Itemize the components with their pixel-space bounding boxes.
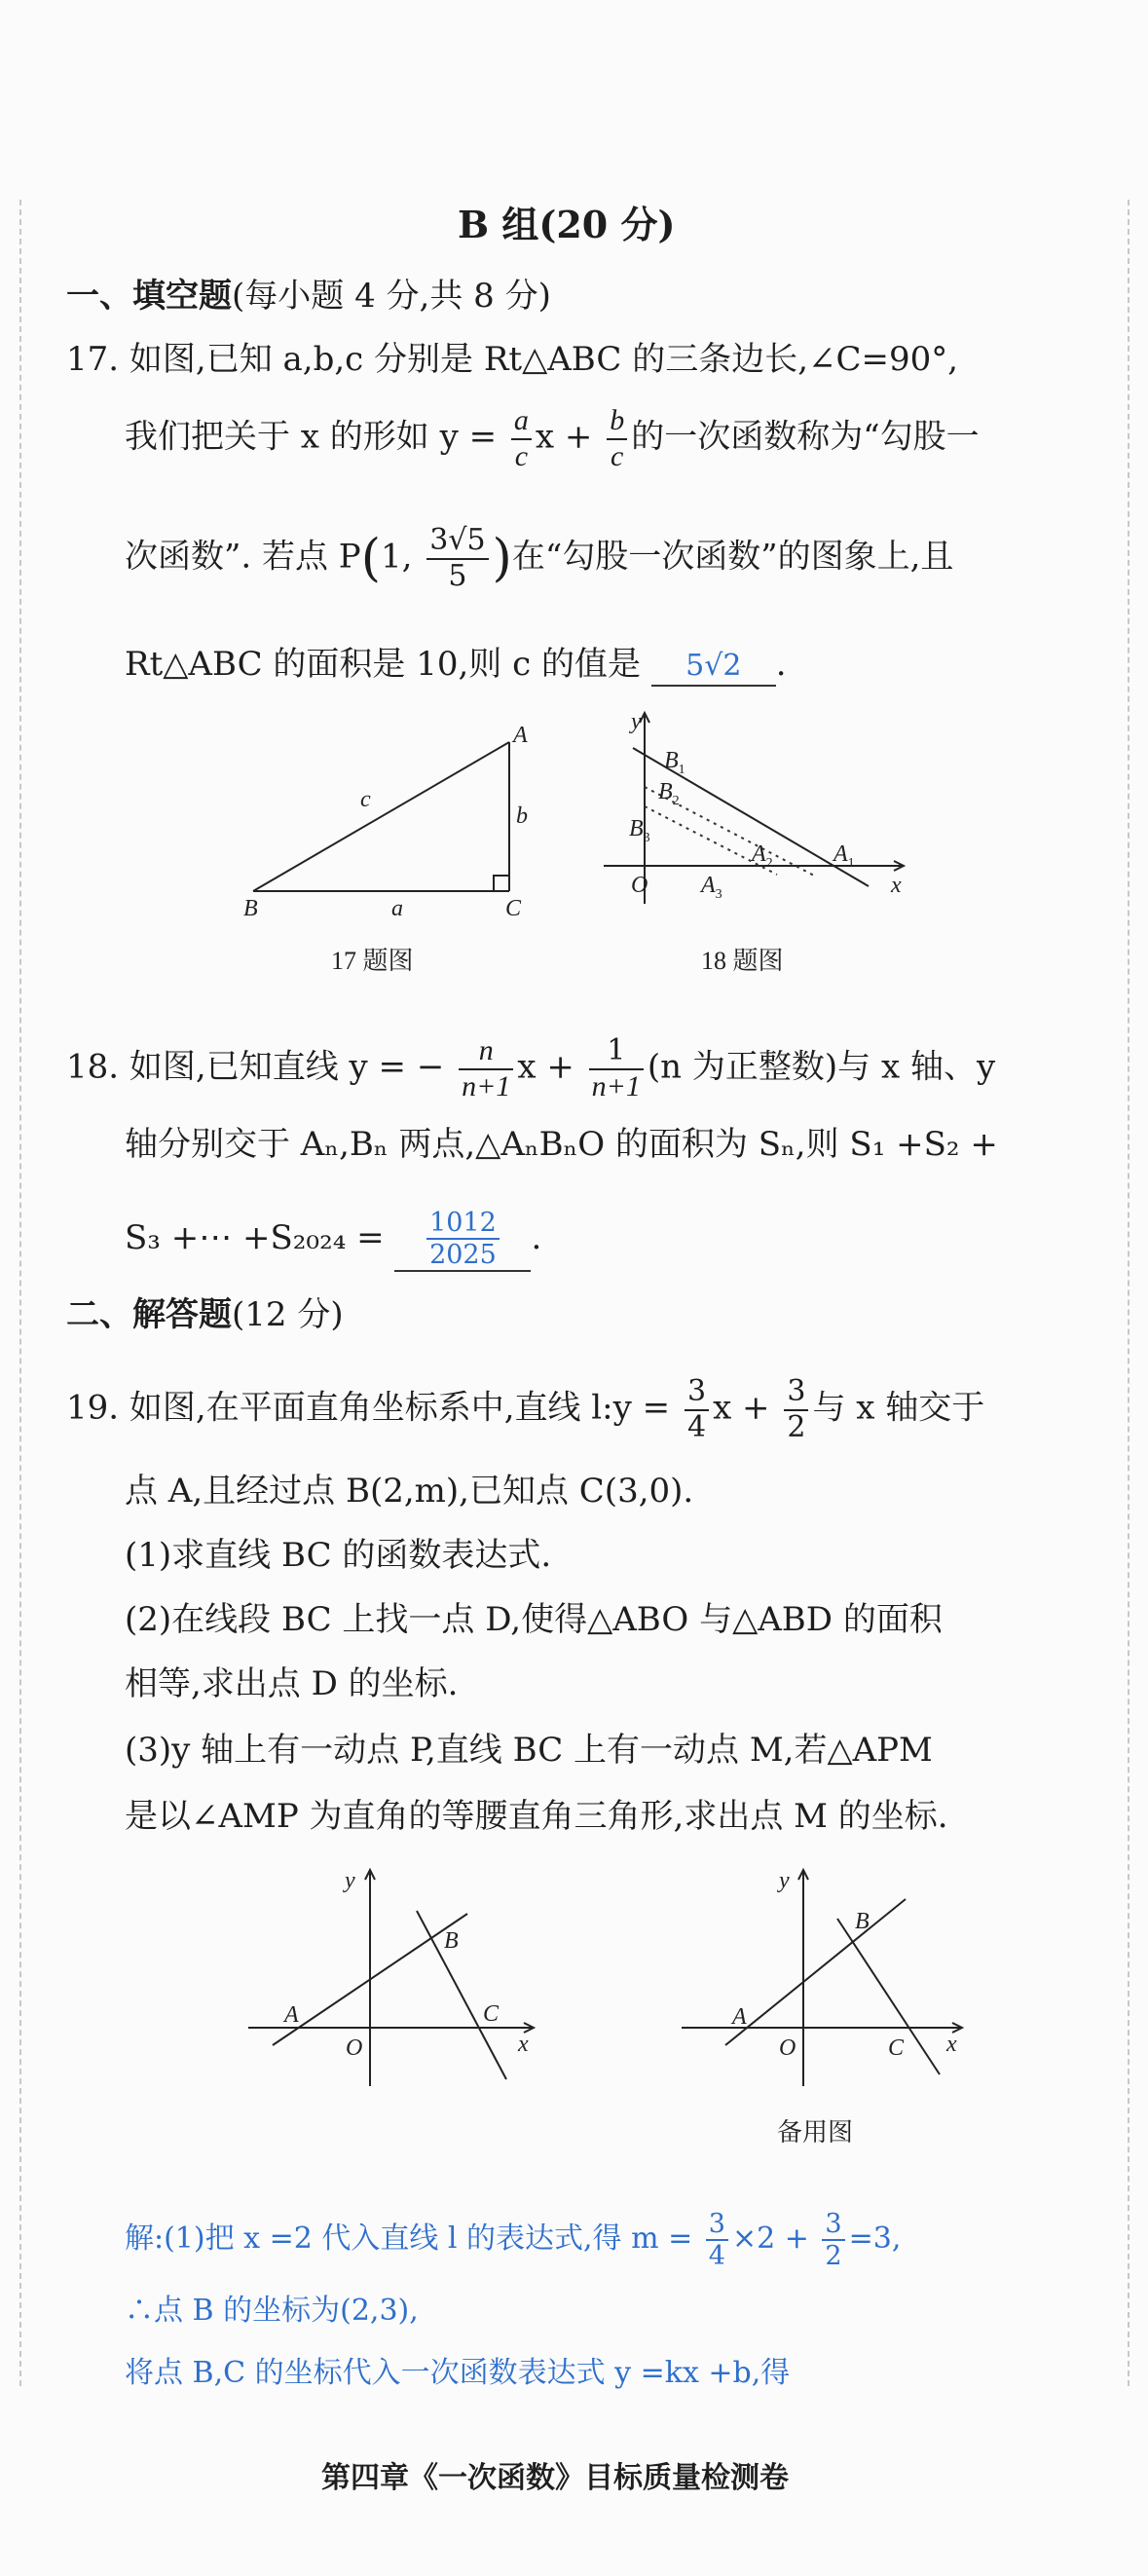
fig18-B1-letter: B xyxy=(664,748,679,773)
group-title: B 组(20 分) xyxy=(458,203,676,246)
q19-p2a: (2)在线段 BC 上找一点 D,使得△ABO 与△ABD 的面积 xyxy=(125,1600,943,1639)
q18-f2-den: n+1 xyxy=(591,1069,641,1102)
figure-17 xyxy=(224,721,555,984)
q18-line3 xyxy=(125,1208,541,1272)
q19-f2-den: 2 xyxy=(787,1409,806,1444)
q19-p3b: 是以∠AMP 为直角的等腰直角三角形,求出点 M 的坐标. xyxy=(125,1797,948,1836)
section1-heading xyxy=(66,277,551,316)
q17-fraction-b-over-c xyxy=(607,404,627,473)
fig18-A2-letter: A xyxy=(752,841,766,867)
q18-line1 xyxy=(66,1034,995,1103)
q17-line4 xyxy=(125,645,787,687)
fig18-B2-letter: B xyxy=(658,779,673,804)
q18-line2 xyxy=(125,1125,998,1164)
q19-number: 19. xyxy=(66,1388,120,1428)
q18-f1-num: n xyxy=(478,1034,494,1066)
q17-end: . xyxy=(775,645,787,684)
q17-text2b: 的一次函数称为“勾股一 xyxy=(631,417,980,457)
fig19a-label-B: B xyxy=(444,1928,459,1954)
fig19a-line-BC xyxy=(417,1911,506,2079)
q17-fraction-a-over-c xyxy=(511,404,532,473)
q17-f2-num: b xyxy=(610,404,625,436)
q19-f2-num: 3 xyxy=(784,1375,808,1411)
q17-f2-den: c xyxy=(611,439,624,472)
q18-mid: x + xyxy=(517,1047,574,1087)
q19-part1 xyxy=(125,1536,552,1575)
q17-py-den: 5 xyxy=(448,558,467,593)
solution-line3 xyxy=(125,2356,791,2390)
q17-line2 xyxy=(125,404,980,473)
solution-text2: ∴点 B 的坐标为(2,3), xyxy=(125,2294,419,2328)
fig19a-label-O: O xyxy=(346,2035,363,2061)
fig19b-label-x: x xyxy=(946,2032,957,2057)
fig19b-line-l xyxy=(725,1899,906,2045)
q18-answer-blank xyxy=(394,1208,531,1272)
section1-label: 一、填空题 xyxy=(66,277,232,316)
solution-f1-num: 3 xyxy=(706,2209,728,2241)
q17-text3b: 在“勾股一次函数”的图象上,且 xyxy=(511,537,954,577)
q17-text4: Rt△ABC 的面积是 10,则 c 的值是 xyxy=(125,645,641,684)
fig18-label-A1 xyxy=(832,841,855,871)
q19-line2 xyxy=(125,1472,694,1511)
fig19b-label-C: C xyxy=(888,2035,905,2061)
solution-text1b: =3, xyxy=(848,2221,902,2257)
q17-text2a: 我们把关于 x 的形如 y = xyxy=(125,417,498,457)
q17-answer: 5√2 xyxy=(651,652,776,687)
q19-p2b: 相等,求出点 D 的坐标. xyxy=(125,1664,459,1703)
fig19a-label-x: x xyxy=(518,2032,529,2057)
fig18-label-A2 xyxy=(750,841,773,871)
solution-f2-den: 2 xyxy=(825,2241,842,2272)
q19-part3a xyxy=(125,1731,933,1770)
solution-f2-num: 3 xyxy=(822,2209,844,2241)
fig18-label-x: x xyxy=(891,873,902,898)
q18-f1-den: n+1 xyxy=(462,1069,511,1102)
q17-f1-num: a xyxy=(513,404,529,436)
section1-note: (每小题 4 分,共 8 分) xyxy=(232,277,551,316)
q18-answer-den: 2025 xyxy=(429,1240,497,1271)
q19-fraction-2 xyxy=(784,1375,808,1444)
page-footer: 第四章《一次函数》目标质量检测卷 xyxy=(321,2461,789,2495)
fig18-label-B1 xyxy=(664,748,685,777)
fig18-label-O: O xyxy=(631,873,648,898)
fig18-label-y: y xyxy=(631,709,642,734)
q19-line1 xyxy=(66,1375,984,1444)
figure-19-backup xyxy=(672,1860,983,2152)
q19-p3a: (3)y 轴上有一动点 P,直线 BC 上有一动点 M,若△APM xyxy=(125,1731,933,1770)
q19-p1: (1)求直线 BC 的函数表达式. xyxy=(125,1536,552,1575)
fig19b-label-A: A xyxy=(732,2004,747,2030)
fig19a-label-A: A xyxy=(284,2002,299,2028)
fig18-A1-letter: A xyxy=(833,841,848,867)
fig19a-label-y: y xyxy=(345,1868,355,1893)
q18-text1a: 如图,已知直线 y = − xyxy=(129,1047,445,1087)
right-margin-line xyxy=(1128,200,1129,2386)
fig18-B2-sub: 2 xyxy=(672,794,680,808)
left-margin-line xyxy=(19,200,21,2386)
fig17-caption: 17 题图 xyxy=(331,947,414,975)
q19-text1b: 与 x 轴交于 xyxy=(812,1388,985,1428)
q17-f1-den: c xyxy=(514,439,529,472)
fig17-label-c: c xyxy=(360,787,371,812)
fig17-label-C: C xyxy=(505,896,522,921)
q19-mid: x + xyxy=(713,1388,770,1428)
fig18-A2-sub: 2 xyxy=(765,856,773,871)
q18-fraction-2 xyxy=(589,1034,644,1103)
q19-text1a: 如图,在平面直角坐标系中,直线 l:y = xyxy=(129,1388,671,1428)
figure-18 xyxy=(594,701,925,984)
fig18-B1-sub: 1 xyxy=(678,763,685,777)
fig18-label-A3 xyxy=(699,873,722,902)
fig18-caption: 18 题图 xyxy=(701,947,784,975)
solution-line1 xyxy=(125,2209,901,2271)
solution-fraction-2 xyxy=(822,2209,844,2271)
q18-answer-num: 1012 xyxy=(426,1208,500,1240)
fig18-A1-sub: 1 xyxy=(847,856,855,871)
fig19a-label-C: C xyxy=(483,2001,500,2027)
q18-fraction-1 xyxy=(459,1034,513,1103)
q19-f1-num: 3 xyxy=(685,1375,709,1411)
solution-text1a: 解:(1)把 x =2 代入直线 l 的表达式,得 m = xyxy=(125,2221,693,2257)
q19-part2a xyxy=(125,1600,943,1639)
fig18-label-B3 xyxy=(629,816,650,845)
q19-part2b xyxy=(125,1664,459,1703)
fig17-label-B: B xyxy=(243,896,258,921)
q17-number: 17. xyxy=(66,340,120,379)
q18-answer-fraction xyxy=(426,1208,500,1270)
fig17-label-b: b xyxy=(516,803,528,829)
solution-f1-den: 4 xyxy=(708,2241,725,2272)
q19-f1-den: 4 xyxy=(686,1409,707,1444)
fig18-B3-sub: 3 xyxy=(643,831,650,845)
fig18-A3-letter: A xyxy=(701,873,716,898)
q19-part3b xyxy=(125,1797,948,1836)
fig17-side-c xyxy=(253,742,509,891)
solution-line2 xyxy=(125,2296,419,2326)
q17-text3a: 次函数”. 若点 P xyxy=(125,537,361,577)
q18-text3: S₃ +⋯ +S₂₀₂₄ = xyxy=(125,1218,385,1258)
fig19b-label-y: y xyxy=(779,1868,790,1893)
q17-mid: x + xyxy=(535,417,593,457)
section2-heading xyxy=(66,1295,344,1334)
q17-line3: 次函数”. 若点 P(1, $\frac{3√5}{5}$ )在“勾股一次函数”的图象上,且 xyxy=(125,523,954,593)
section2-note: (12 分) xyxy=(232,1295,344,1334)
fig18-label-B2 xyxy=(658,779,680,808)
q18-end: . xyxy=(531,1218,542,1258)
solution-mid: ×2 + xyxy=(731,2221,809,2257)
fig19b-label-O: O xyxy=(779,2035,796,2061)
fig17-label-a: a xyxy=(391,896,403,921)
q19-fraction-1 xyxy=(685,1375,709,1444)
q18-text2: 轴分别交于 Aₙ,Bₙ 两点,△AₙBₙO 的面积为 Sₙ,则 S₁ +S₂ + xyxy=(125,1125,998,1164)
fig19b-label-B: B xyxy=(855,1909,870,1934)
q17-line1 xyxy=(66,340,959,379)
fig17-right-angle-mark xyxy=(494,876,509,891)
fig18-A3-sub: 3 xyxy=(715,887,722,902)
figure-19-main xyxy=(243,1860,555,2094)
solution-fraction-1 xyxy=(706,2209,728,2271)
fig17-label-A: A xyxy=(513,723,528,748)
q17-text1: 如图,已知 a,b,c 分别是 Rt△ABC 的三条边长,∠C=90°, xyxy=(129,340,959,379)
q18-f2-num: 1 xyxy=(589,1034,644,1070)
q18-number: 18. xyxy=(66,1047,120,1087)
q17-point-y-fraction xyxy=(426,524,488,593)
section2-label: 二、解答题 xyxy=(66,1295,232,1334)
solution-text3: 将点 B,C 的坐标代入一次函数表达式 y =kx +b,得 xyxy=(125,2356,791,2390)
fig18-B3-letter: B xyxy=(629,816,644,841)
fig19b-caption: 备用图 xyxy=(777,2118,854,2147)
q19-text2: 点 A,且经过点 B(2,m),已知点 C(3,0). xyxy=(125,1472,694,1511)
q18-text1b: (n 为正整数)与 x 轴、y xyxy=(647,1047,996,1087)
q17-py-num: 3√5 xyxy=(426,524,488,560)
q17-point-x: 1, xyxy=(380,537,413,577)
